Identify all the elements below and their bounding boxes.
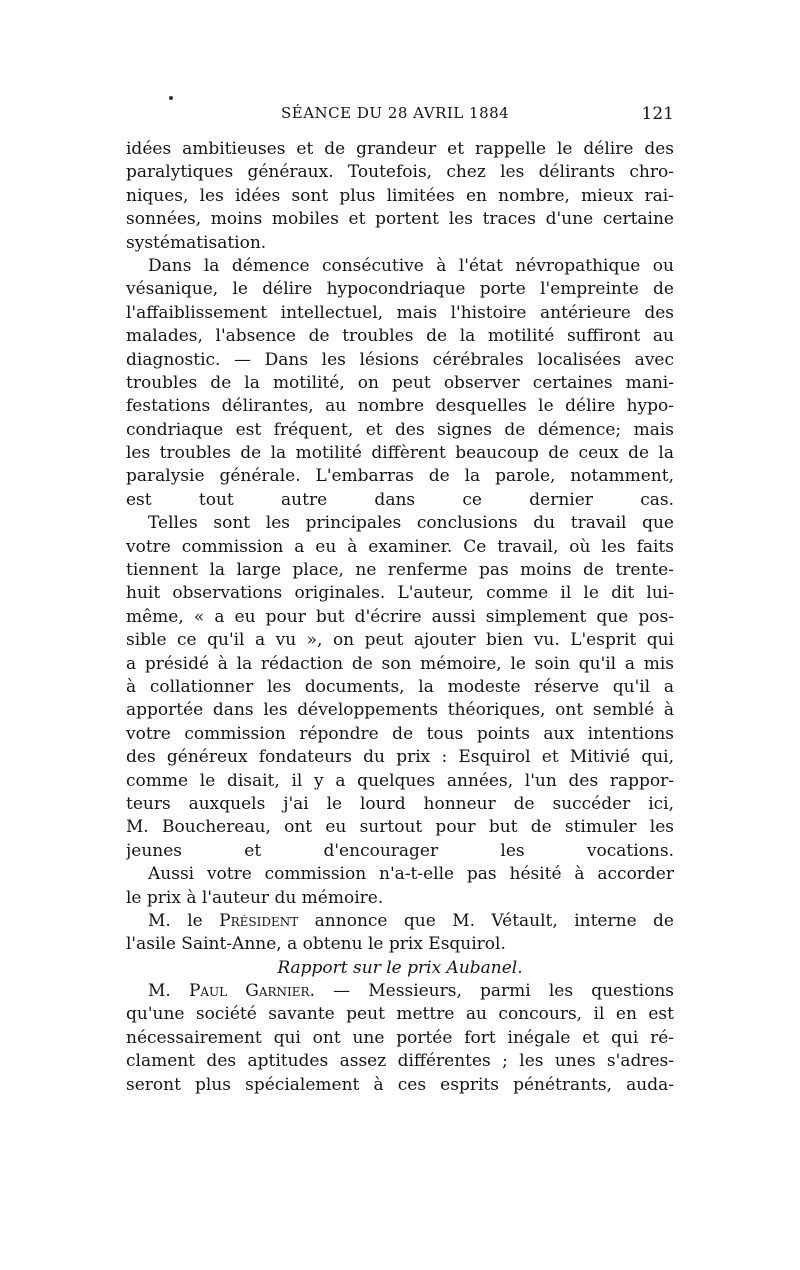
- text-line: votre commission répondre de tous points aux intentions: [126, 723, 674, 744]
- text-line: condriaque est fréquent, et des signes de démence; mais: [126, 419, 674, 440]
- text-line: M. Bouchereau, ont eu surtout pour but de stimuler les: [126, 817, 674, 838]
- rapport-text: — Messieurs, parmi les questions: [333, 981, 674, 1002]
- text-line: comme le disait, il y a quelques années, l'un des rappor-: [126, 770, 674, 791]
- text-line: l'affaiblissement intellectuel, mais l'histoire antérieure des: [126, 302, 674, 323]
- speaker-name: Paul Garnier.: [188, 981, 315, 1002]
- speaker-name: Président: [219, 910, 299, 931]
- text-line: systématisation.: [126, 232, 267, 253]
- speaker-title: M.: [148, 981, 171, 1002]
- text-line: niques, les idées sont plus limitées en nombre, mieux rai-: [126, 185, 674, 206]
- text-line: [126, 910, 674, 933]
- text-line: nécessairement qui ont une portée fort inégale et qui ré-: [126, 1027, 674, 1048]
- section-heading: Rapport sur le prix Aubanel.: [277, 957, 523, 978]
- text-line: paralytiques généraux. Toutefois, chez les délirants chro-: [126, 162, 674, 183]
- text-line: l'asile Saint-Anne, a obtenu le prix Esquirol.: [126, 934, 506, 955]
- text-line: [126, 980, 674, 1003]
- text-line: le prix à l'auteur du mémoire.: [126, 887, 384, 908]
- text-line: Aussi votre commission n'a-t-elle pas hésité à accorder: [148, 864, 674, 885]
- text-line: sible ce qu'il a vu », on peut ajouter bien vu. L'esprit qui: [126, 630, 674, 651]
- text-line: paralysie générale. L'embarras de la parole, notamment,: [126, 466, 674, 487]
- text-line: votre commission a eu à examiner. Ce travail, où les faits: [126, 536, 674, 557]
- text-line: diagnostic. — Dans les lésions cérébrales localisées avec: [126, 349, 674, 370]
- text-line: à collationner les documents, la modeste réserve qu'il a: [126, 676, 674, 697]
- text-line: idées ambitieuses et de grandeur et rappelle le délire des: [126, 139, 674, 159]
- speaker-title: M. le: [148, 910, 203, 931]
- text-line: des généreux fondateurs du prix : Esquirol et Mitivié qui,: [126, 747, 674, 768]
- text-line: a présidé à la rédaction de son mémoire, le soin qu'il a mis: [126, 653, 674, 674]
- text-line: même, « a eu pour but d'écrire aussi simplement que pos-: [126, 606, 674, 627]
- running-title: SÉANCE DU 28 AVRIL 1884: [281, 104, 510, 122]
- text-line: vésanique, le délire hypocondriaque porte l'empreinte de: [126, 279, 674, 300]
- text-line: qu'une société savante peut mettre au concours, il en est: [126, 1004, 674, 1025]
- text-line: sonnées, moins mobiles et portent les traces d'une certaine: [126, 209, 674, 230]
- announcement-text: annonce que M. Vétault, interne de: [314, 910, 674, 931]
- text-line: huit observations originales. L'auteur, comme il le dit lui-: [126, 583, 674, 604]
- body-text: [126, 138, 674, 1097]
- text-line: malades, l'absence de troubles de la motilité suffiront au: [126, 326, 674, 347]
- page-header: [126, 100, 674, 130]
- text-line: apportée dans les développements théoriques, ont semblé à: [126, 700, 674, 721]
- text-line: tiennent la large place, ne renferme pas moins de trente-: [126, 560, 674, 581]
- page-number: 121: [641, 104, 674, 124]
- text-line: troubles de la motilité, on peut observer certaines mani-: [126, 372, 674, 393]
- text-line: clament des aptitudes assez différentes ; les unes s'adres-: [126, 1051, 674, 1072]
- text-line: Dans la démence consécutive à l'état névropathique ou: [148, 255, 674, 276]
- text-line: est tout autre dans ce dernier cas.: [126, 489, 674, 510]
- text-line: seront plus spécialement à ces esprits pénétrants, auda-: [126, 1074, 674, 1095]
- text-line: festations délirantes, au nombre desquelles le délire hypo-: [126, 396, 674, 417]
- text-line: les troubles de la motilité diffèrent beaucoup de ceux de la: [126, 443, 674, 464]
- text-line: jeunes et d'encourager les vocations.: [126, 840, 674, 861]
- text-line: Telles sont les principales conclusions du travail que: [148, 513, 674, 534]
- text-line: teurs auxquels j'ai le lourd honneur de succéder ici,: [126, 793, 674, 814]
